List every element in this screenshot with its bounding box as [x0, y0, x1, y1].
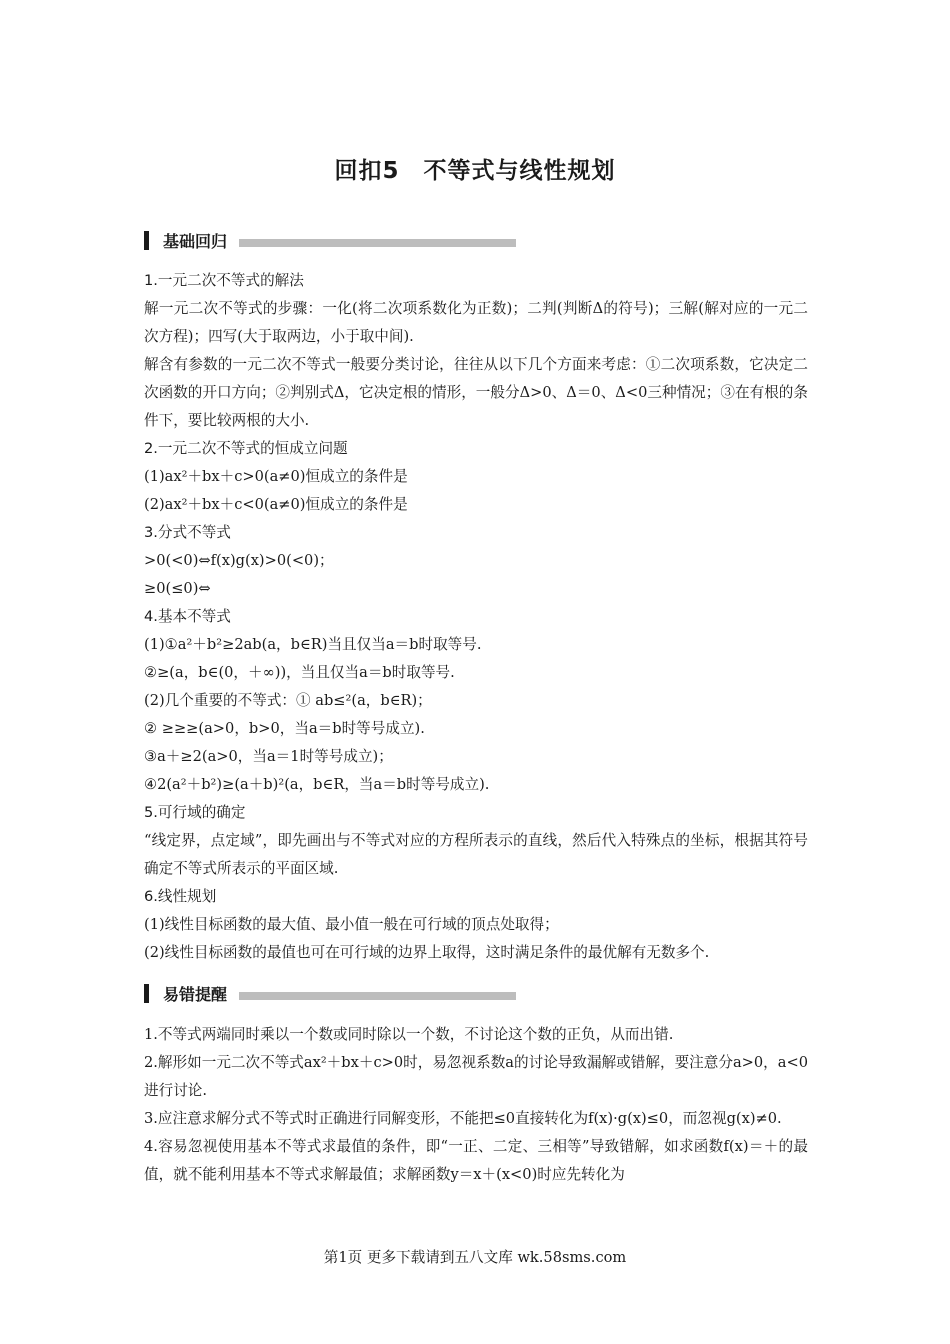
section-marker [144, 984, 149, 1003]
section-basics-content [144, 267, 808, 967]
section-rule [239, 239, 516, 247]
subheading: 5.可行域的确定 [144, 804, 246, 821]
paragraph: 解含有参数的一元二次不等式一般要分类讨论，往往从以下几个方面来考虑：①二次项系数，它决定二次函数的开口方向；②判别式Δ，它决定根的情形，一般分Δ>0、Δ＝0、Δ<0三种情况；③在有根的条件下，要比较两根的大小. [144, 356, 808, 429]
subheading: 6.线性规划 [144, 888, 217, 905]
paragraph: “线定界，点定域”，即先画出与不等式对应的方程所表示的直线，然后代入特殊点的坐标，根据其符号确定不等式所表示的平面区域. [144, 832, 808, 877]
paragraph: (2)几个重要的不等式：① ab≤²(a，b∈R)； [144, 692, 432, 709]
section-header-basics [144, 229, 516, 251]
paragraph: 2.解形如一元二次不等式ax²＋bx＋c>0时，易忽视系数a的讨论导致漏解或错解，要注意分a>0，a<0进行讨论. [144, 1054, 808, 1099]
page-title: 回扣5 不等式与线性规划 [334, 158, 616, 184]
paragraph: 1.不等式两端同时乘以一个数或同时除以一个数，不讨论这个数的正负，从而出错. [144, 1026, 674, 1043]
section-title: 易错提醒 [163, 984, 228, 1004]
subheading: 3.分式不等式 [144, 524, 231, 541]
subheading: 2.一元二次不等式的恒成立问题 [144, 440, 348, 457]
paragraph: 3.应注意求解分式不等式时正确进行同解变形，不能把≤0直接转化为f(x)·g(x)≤0，而忽视g(x)≠0. [144, 1110, 782, 1127]
section-rule [239, 992, 516, 1000]
paragraph: ③a＋≥2(a>0，当a＝1时等号成立)； [144, 748, 393, 765]
paragraph: 4.容易忽视使用基本不等式求最值的条件，即“一正、二定、三相等”导致错解，如求函数f(x)＝＋的最值，就不能利用基本不等式求解最值；求解函数y＝x＋(x<0)时应先转化为 [144, 1138, 808, 1183]
paragraph: >0(<0)⇔f(x)g(x)>0(<0)； [144, 552, 334, 569]
subheading: 4.基本不等式 [144, 608, 231, 625]
paragraph: (1)①a²＋b²≥2ab(a，b∈R)当且仅当a＝b时取等号. [144, 636, 482, 653]
paragraph: (1)ax²＋bx＋c>0(a≠0)恒成立的条件是 [144, 468, 408, 485]
section-header-pitfalls [144, 982, 516, 1004]
paragraph: (1)线性目标函数的最大值、最小值一般在可行域的顶点处取得； [144, 916, 559, 933]
paragraph: ④2(a²＋b²)≥(a＋b)²(a，b∈R，当a＝b时等号成立). [144, 776, 490, 793]
paragraph: ≥0(≤0)⇔ [144, 580, 211, 597]
paragraph: ②≥(a，b∈(0，＋∞))，当且仅当a＝b时取等号. [144, 664, 455, 681]
section-marker [144, 231, 149, 250]
paragraph: ② ≥≥≥(a>0，b>0，当a＝b时等号成立). [144, 720, 425, 737]
section-pitfalls-content [144, 1021, 808, 1189]
paragraph: (2)ax²＋bx＋c<0(a≠0)恒成立的条件是 [144, 496, 408, 513]
subheading: 1.一元二次不等式的解法 [144, 272, 304, 289]
paragraph: (2)线性目标函数的最值也可在可行域的边界上取得，这时满足条件的最优解有无数多个. [144, 944, 710, 961]
page-footer: 第1页 更多下载请到五八文库 wk.58sms.com [323, 1249, 627, 1266]
section-title: 基础回归 [163, 231, 228, 251]
paragraph: 解一元二次不等式的步骤：一化(将二次项系数化为正数)；二判(判断Δ的符号)；三解(解对应的一元二次方程)；四写(大于取两边，小于取中间). [144, 300, 808, 345]
